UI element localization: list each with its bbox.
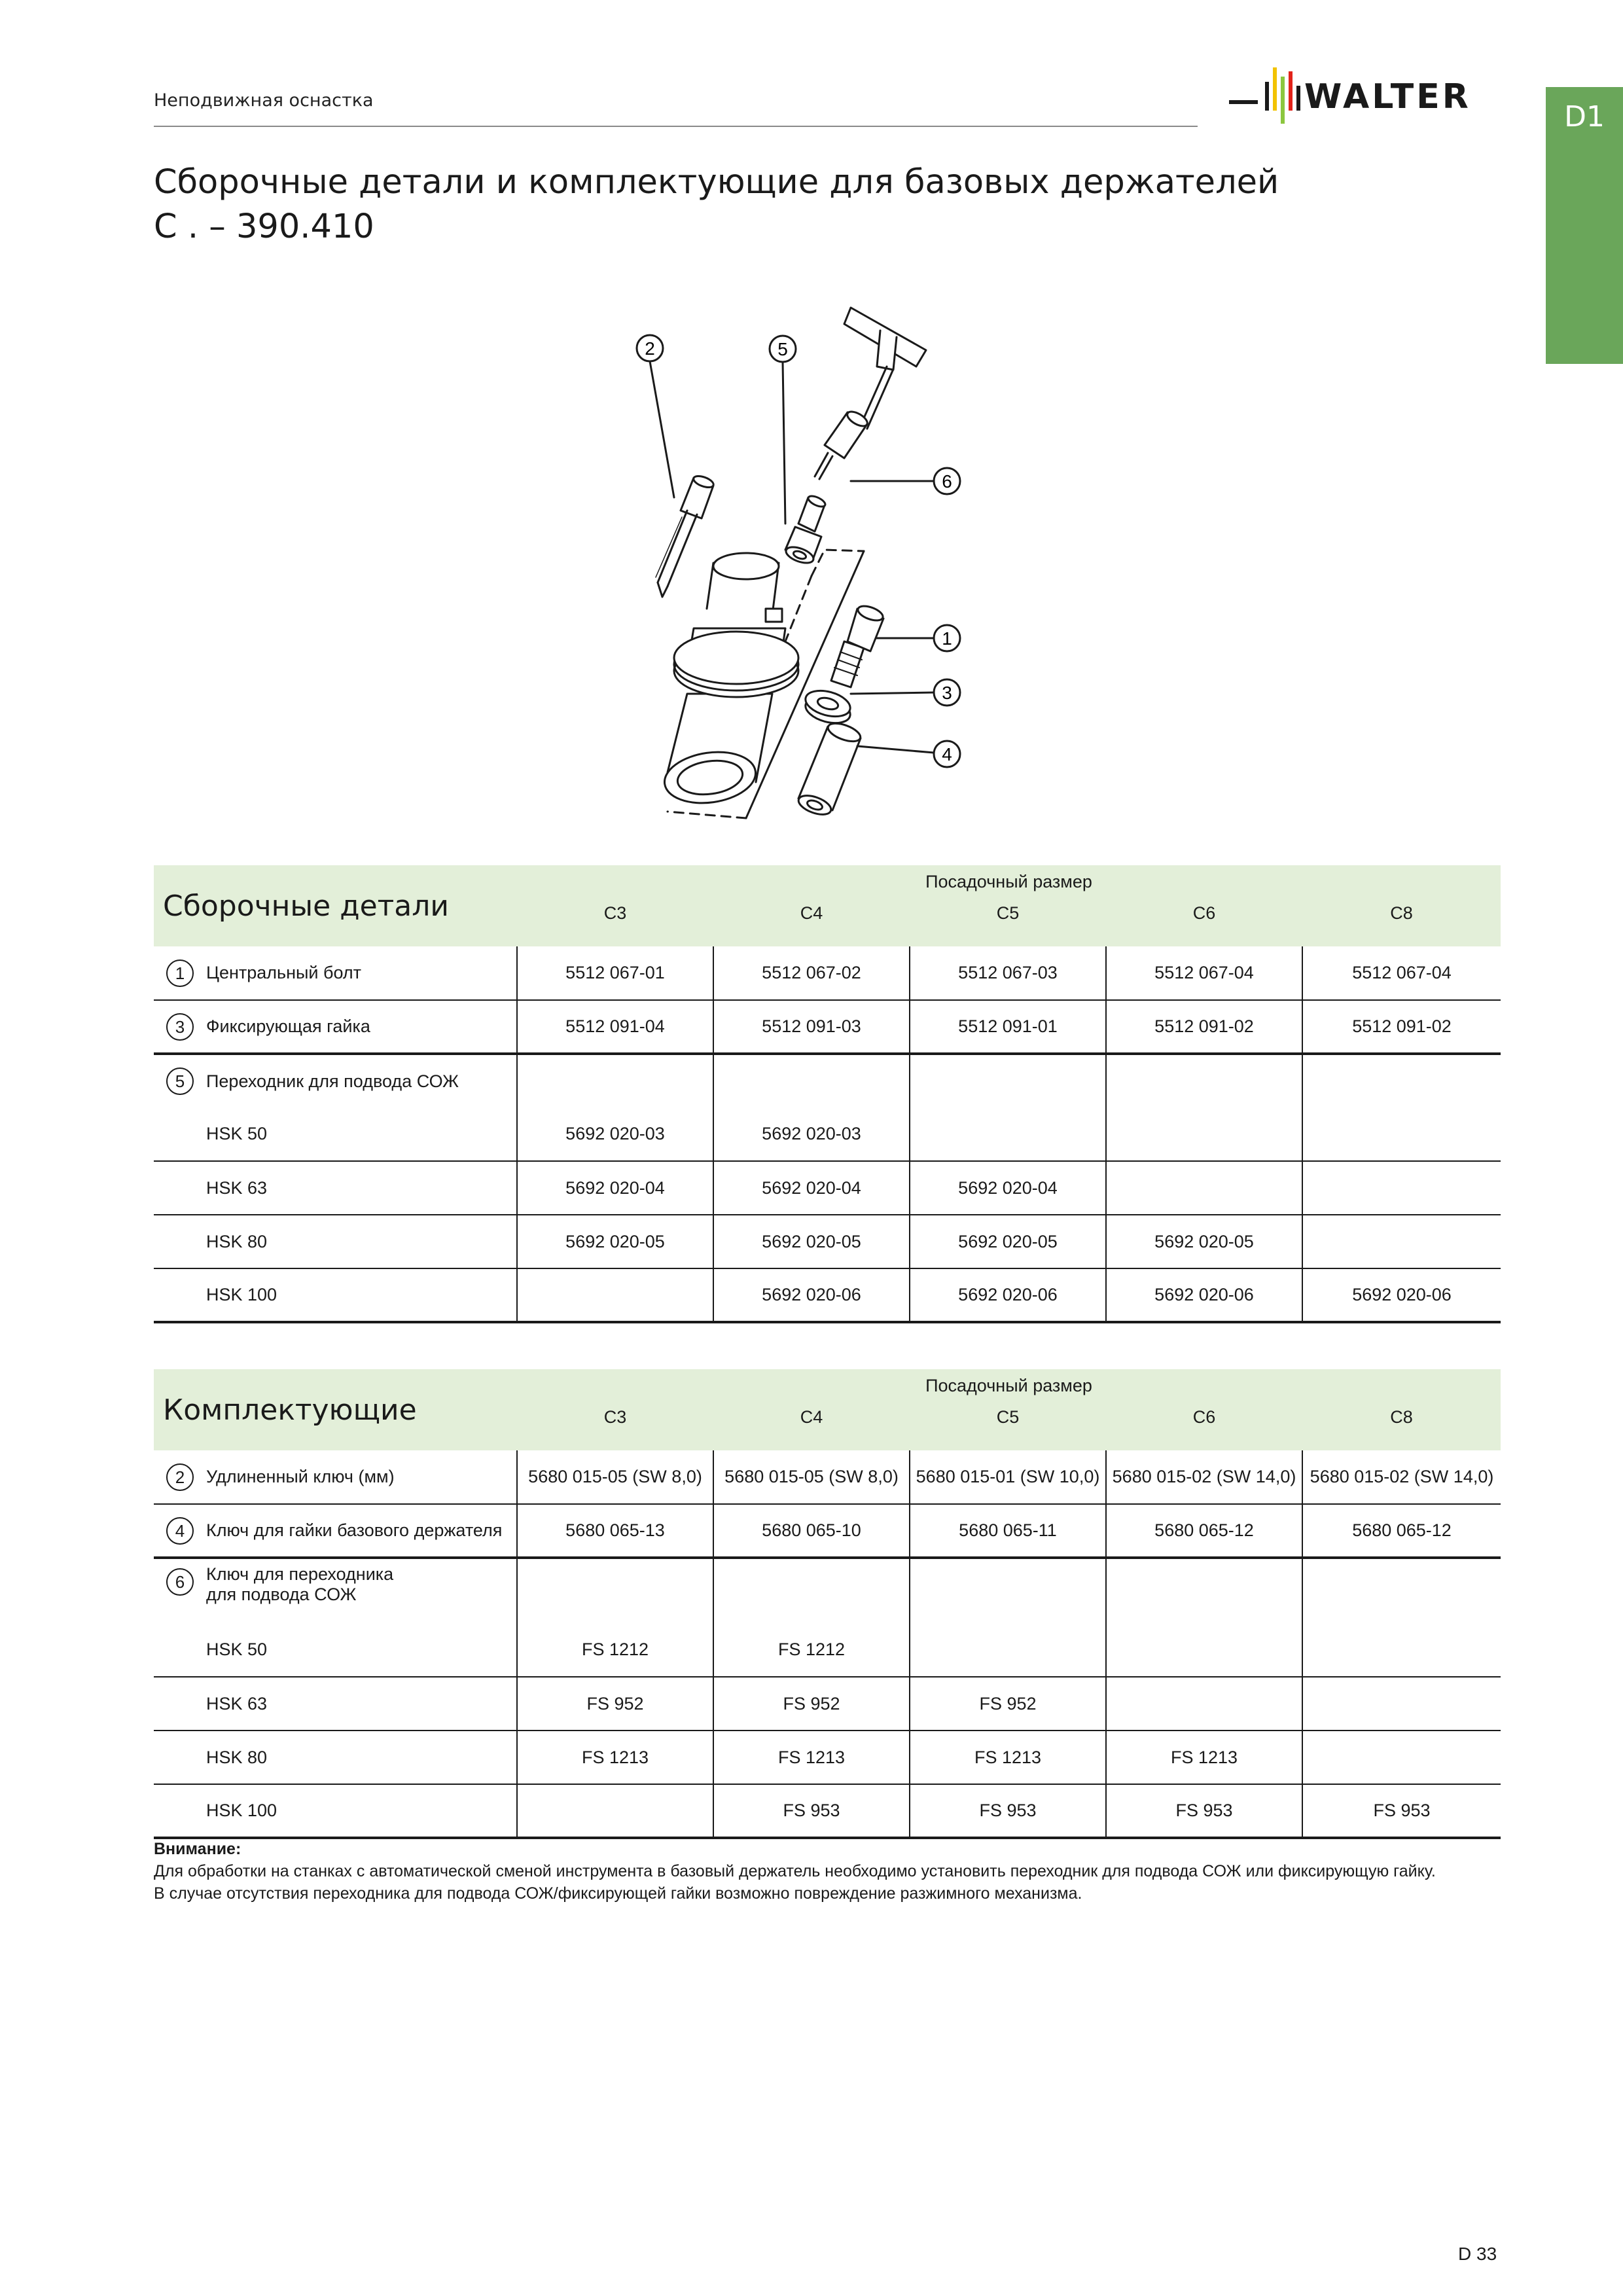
cell [910,1107,1106,1161]
item-number-badge: 2 [166,1463,194,1491]
table-row [154,1623,1501,1677]
cell [1302,1623,1501,1677]
row-label: HSK 100 [206,1784,517,1838]
accessories-col-c8: C8 [1302,1402,1501,1450]
page-number: D 33 [1458,2244,1497,2264]
cell [1302,1677,1501,1731]
leader-4 [857,746,934,753]
cell: 5680 015-05 (SW 8,0) [517,1450,713,1504]
attention-note [154,1838,1528,1905]
accessories-table-title: Комплектующие [154,1369,517,1450]
table-row [154,1450,1501,1504]
leader-5 [783,362,785,524]
section-tab-label: D1 [1564,100,1605,134]
callout-3 [934,679,960,706]
row-label-line1: Ключ для переходника [206,1564,394,1584]
svg-text:1: 1 [942,628,952,649]
cell: 5680 065-12 [1106,1504,1302,1558]
cell: FS 952 [910,1677,1106,1731]
cell [713,1054,910,1107]
cell: 5680 065-13 [517,1504,713,1558]
cell [517,1054,713,1107]
row-label: HSK 80 [206,1731,517,1784]
cell: 5512 067-02 [713,946,910,1000]
row-label: HSK 100 [206,1268,517,1322]
item-number-badge: 1 [166,960,194,987]
row-label: Переходник для подвода СОЖ [206,1071,459,1091]
cell: 5512 091-04 [517,1000,713,1054]
table-row [154,1558,1501,1623]
t-handle-key-drawing [815,308,926,479]
cell: 5680 015-01 (SW 10,0) [910,1450,1106,1504]
cell: 5512 091-01 [910,1000,1106,1054]
row-label: Центральный болт [206,946,517,1000]
cell: FS 1213 [517,1731,713,1784]
cell [517,1558,713,1623]
cell: FS 952 [713,1677,910,1731]
holder-nut-key-drawing [796,720,863,818]
cell: 5680 015-02 (SW 14,0) [1302,1450,1501,1504]
parts-col-c8: C8 [1302,898,1501,946]
row-label [206,1558,517,1623]
cell [1106,1107,1302,1161]
cell: FS 1213 [910,1731,1106,1784]
section-tab [1546,87,1623,364]
cell: 5692 020-04 [517,1161,713,1215]
central-bolt-drawing [831,603,885,687]
cell [713,1558,910,1623]
section-label: Неподвижная оснастка [154,90,374,111]
callout-4 [934,741,960,767]
fixing-nut-drawing [803,687,853,728]
page-title-line1: Сборочные детали и комплектующие для базовых держателей [154,163,1279,202]
exploded-assembly-diagram [589,301,1060,825]
accessories-group-header: Посадочный размер [517,1369,1501,1402]
accessories-col-c4: C4 [713,1402,910,1450]
item-number-badge: 4 [166,1517,194,1545]
cell [517,1268,713,1322]
table-row [154,1107,1501,1161]
cell: 5512 091-02 [1302,1000,1501,1054]
cell [910,1054,1106,1107]
cell: 5512 067-03 [910,946,1106,1000]
cell [1106,1623,1302,1677]
cell: FS 953 [1302,1784,1501,1838]
callout-5 [770,336,796,362]
cell: FS 952 [517,1677,713,1731]
cell: 5680 065-12 [1302,1504,1501,1558]
walter-logo [1229,62,1499,128]
note-heading: Внимание: [154,1840,241,1858]
callout-6 [934,468,960,494]
cell: 5692 020-05 [713,1215,910,1268]
cell: 5692 020-06 [713,1268,910,1322]
parts-group-header: Посадочный размер [517,865,1501,898]
accessories-col-c5: C5 [910,1402,1106,1450]
row-label: HSK 80 [206,1215,517,1268]
leader-3 [851,692,934,694]
cell: FS 953 [910,1784,1106,1838]
cell: 5692 020-06 [1106,1268,1302,1322]
parts-table [154,865,1501,1323]
svg-text:6: 6 [942,471,952,492]
cell: 5512 091-03 [713,1000,910,1054]
table-row [154,1161,1501,1215]
cell: 5512 067-01 [517,946,713,1000]
row-label: Ключ для гайки базового держателя [206,1504,517,1558]
page-title-line2: C . – 390.410 [154,207,374,246]
parts-col-c4: C4 [713,898,910,946]
coolant-adapter-drawing [784,494,827,566]
callout-1 [934,625,960,651]
table-row [154,1731,1501,1784]
cell [1106,1161,1302,1215]
row-label: HSK 50 [206,1107,517,1161]
note-line-1: Для обработки на станках с автоматической сменой инструмента в базовый держатель необходимо установить переходник для подвода СОЖ или фиксирующую гайку. [154,1862,1436,1880]
cell [1302,1558,1501,1623]
cell: 5680 015-02 (SW 14,0) [1106,1450,1302,1504]
cell: FS 1212 [517,1623,713,1677]
item-number-badge: 6 [166,1568,194,1596]
row-label: Фиксирующая гайка [206,1000,517,1054]
cell: FS 1213 [1106,1731,1302,1784]
cell: 5680 015-05 (SW 8,0) [713,1450,910,1504]
accessories-col-c6: C6 [1106,1402,1302,1450]
svg-text:2: 2 [645,338,655,359]
svg-text:3: 3 [942,683,952,703]
table-row [154,1504,1501,1558]
table-row [154,946,1501,1000]
brand-text: WALTER [1304,77,1471,117]
svg-text:5: 5 [777,339,788,359]
cell: 5680 065-10 [713,1504,910,1558]
parts-col-c6: C6 [1106,898,1302,946]
cell: 5512 067-04 [1106,946,1302,1000]
parts-col-c5: C5 [910,898,1106,946]
section-outline-top [812,550,864,576]
page-title [154,160,1279,249]
cell: 5692 020-04 [910,1161,1106,1215]
cell: 5692 020-05 [1106,1215,1302,1268]
parts-col-c3: C3 [517,898,713,946]
cell [1302,1107,1501,1161]
note-line-2: В случае отсутствия переходника для подвода СОЖ/фиксирующей гайки возможно повреждение разжимного механизма. [154,1884,1082,1903]
item-number-badge: 5 [166,1067,194,1095]
cell: 5692 020-06 [910,1268,1106,1322]
cell: FS 1212 [713,1623,910,1677]
cell: 5692 020-05 [910,1215,1106,1268]
cell: FS 953 [713,1784,910,1838]
item-number-badge: 3 [166,1013,194,1041]
cell: 5692 020-06 [1302,1268,1501,1322]
cell: 5692 020-03 [713,1107,910,1161]
section-outline-bottom [668,812,746,818]
cell [910,1623,1106,1677]
table-row [154,1677,1501,1731]
parts-table-title: Сборочные детали [154,865,517,946]
table-row [154,1268,1501,1322]
cell [1302,1054,1501,1107]
svg-text:4: 4 [942,744,952,764]
leader-2 [650,361,674,497]
row-label: HSK 63 [206,1677,517,1731]
row-label: HSK 50 [206,1623,517,1677]
cell: 5512 091-02 [1106,1000,1302,1054]
cell [517,1784,713,1838]
cell: 5692 020-05 [517,1215,713,1268]
cell [1106,1558,1302,1623]
cell: 5512 067-04 [1302,946,1501,1000]
table-row [154,1000,1501,1054]
table-row [154,1054,1501,1107]
extended-key-drawing [656,474,715,597]
accessories-col-c3: C3 [517,1402,713,1450]
accessories-table [154,1369,1501,1839]
row-label: Удлиненный ключ (мм) [206,1450,517,1504]
cell [910,1558,1106,1623]
row-label: HSK 63 [206,1161,517,1215]
header-divider [154,126,1198,127]
row-label-line2: для подвода СОЖ [206,1585,357,1604]
table-row [154,1215,1501,1268]
cell [1106,1054,1302,1107]
cell [1106,1677,1302,1731]
cell [1302,1161,1501,1215]
cell: 5692 020-03 [517,1107,713,1161]
callout-2 [637,335,663,361]
table-row [154,1784,1501,1838]
cell: FS 1213 [713,1731,910,1784]
cell: 5692 020-04 [713,1161,910,1215]
cell [1302,1731,1501,1784]
cell [1302,1215,1501,1268]
cell: 5680 065-11 [910,1504,1106,1558]
cell: FS 953 [1106,1784,1302,1838]
holder-body-drawing [661,553,798,808]
